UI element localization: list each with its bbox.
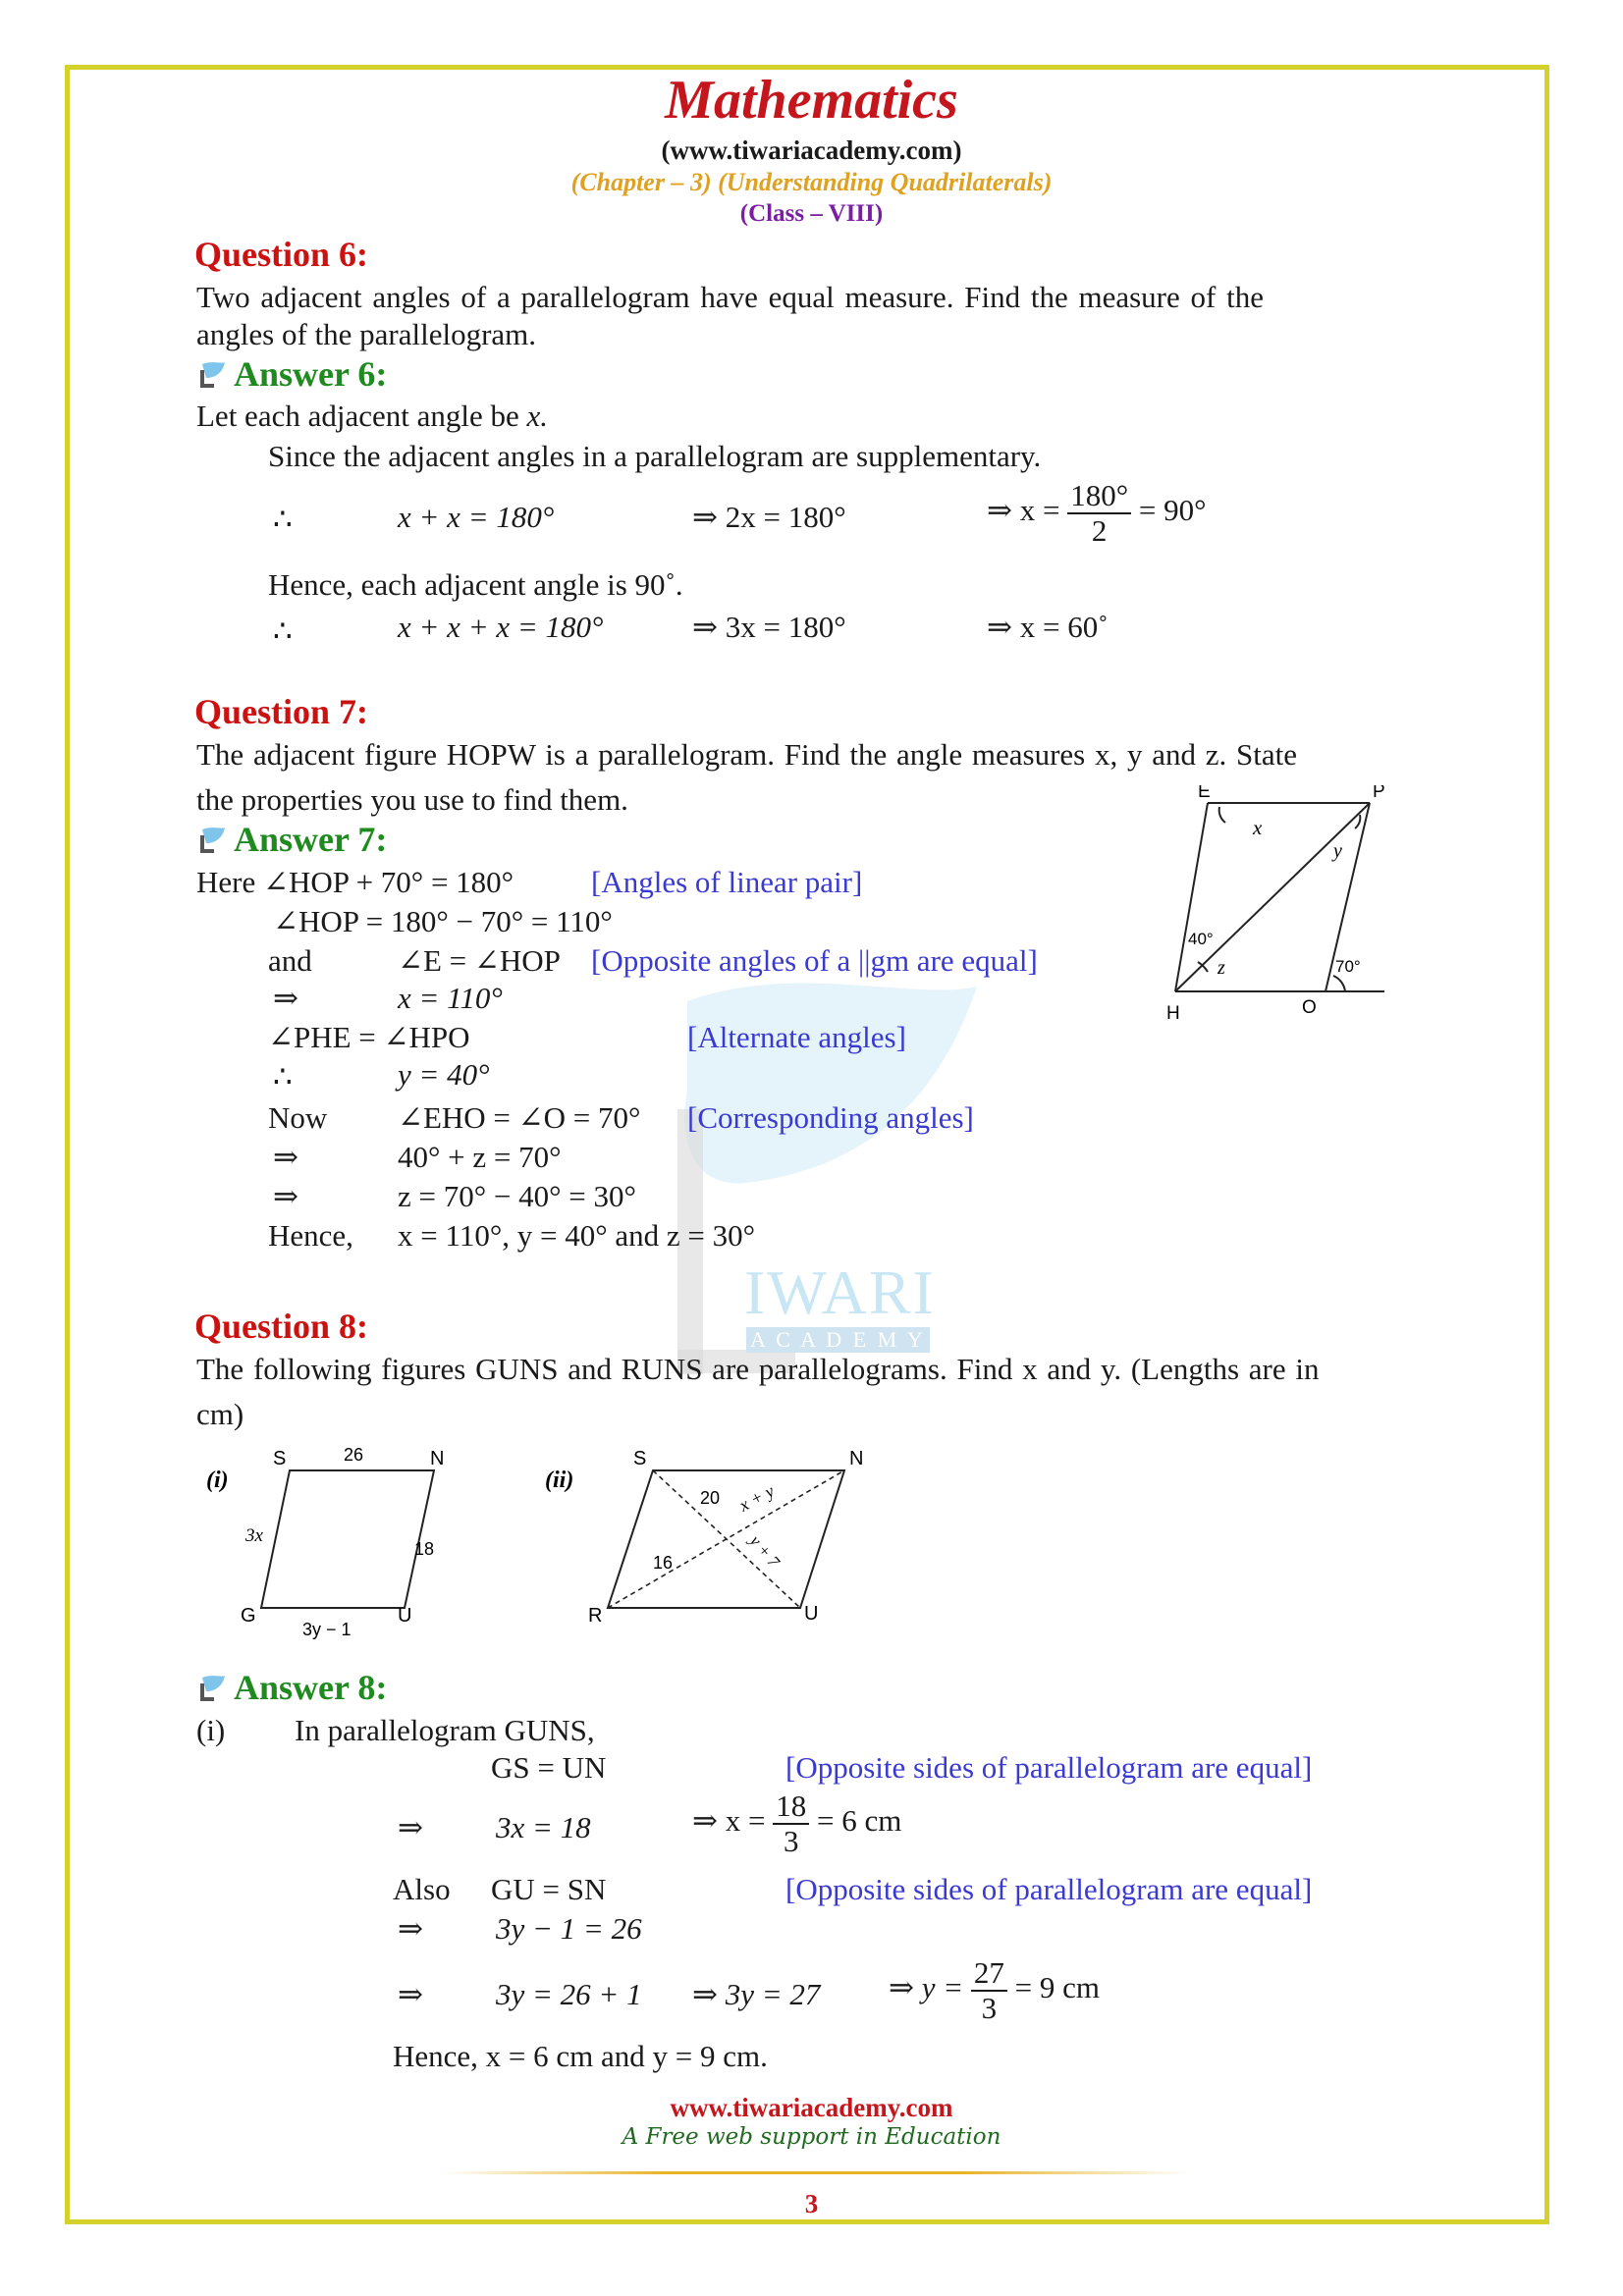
fig-angle-70: 70° — [1335, 957, 1361, 976]
fraction-numerator: 180° — [1067, 479, 1131, 514]
footer-website: www.tiwariacademy.com — [670, 2093, 953, 2122]
answer-7-r1a: Here ∠HOP + 70° = 180° — [196, 865, 514, 899]
answer-7-heading — [196, 819, 387, 860]
fig1-side-bottom: 3y − 1 — [302, 1620, 352, 1639]
answer-8-heading — [196, 1667, 387, 1708]
header-website: (www.tiwariacademy.com) — [661, 135, 962, 165]
fig-angle-40: 40° — [1188, 930, 1214, 948]
answer-8-s3a: ⇒ — [398, 1810, 423, 1844]
parallelogram-hopw-figure — [1159, 785, 1394, 1031]
fraction-denominator: 2 — [1091, 513, 1108, 548]
answer-6-label: Answer 6: — [234, 354, 388, 394]
answer-8-s5b: 3y − 1 = 26 — [496, 1911, 642, 1946]
fig2-label: (ii) — [545, 1468, 574, 1493]
question-8-text-line2: cm) — [196, 1397, 244, 1431]
fig1-side-top: 26 — [344, 1445, 364, 1465]
footer-tagline: A Free web support in Education — [622, 2124, 1001, 2150]
answer-6-eq2-a: x + x + x = 180° — [398, 610, 604, 644]
answer-8-s1a: (i) — [196, 1713, 226, 1747]
tiwari-logo-icon — [196, 1674, 226, 1703]
answer-8-s3c — [692, 1789, 901, 1858]
question-6-text-line1: Two adjacent angles of a parallelogram have equal measure. Find the measure of the — [196, 280, 1264, 314]
fig1-S: S — [273, 1448, 287, 1469]
fig2-U: U — [804, 1603, 819, 1625]
tiwari-logo-icon — [196, 826, 226, 855]
answer-6-eq2-b: ⇒ 3x = 180° — [692, 610, 846, 644]
s3c-pre: ⇒ x = — [692, 1803, 766, 1839]
answer-8-s4c: [Opposite sides of parallelogram are equal] — [785, 1872, 1313, 1906]
fig2-seg-x-plus-y: x + y — [735, 1480, 778, 1516]
answer-7-r7b: ∠EHO = ∠O = 70° — [398, 1100, 641, 1135]
eq1c-pre: ⇒ x = — [987, 493, 1060, 528]
answer-7-r8a: ⇒ — [273, 1140, 298, 1174]
answer-6-eq2-therefore: ∴ — [273, 614, 293, 648]
page-number: 3 — [804, 2189, 819, 2218]
answer-6-line2: Since the adjacent angles in a parallelogram are supplementary. — [268, 439, 1042, 473]
tiwari-logo-icon — [196, 360, 226, 390]
question-7-heading: Question 7: — [194, 692, 369, 731]
question-6-heading: Question 6: — [194, 235, 369, 274]
fraction-denominator: 3 — [783, 1824, 799, 1858]
watermark-subtext: A C A D E M Y — [746, 1327, 930, 1353]
fraction-180-over-2 — [1067, 479, 1131, 548]
answer-8-s6b: 3y = 26 + 1 — [496, 1977, 642, 2011]
answer-6-eq1-b: ⇒ 2x = 180° — [692, 500, 846, 534]
answer-8-s6a: ⇒ — [398, 1977, 423, 2011]
answer-7-r4b: x = 110° — [398, 981, 503, 1015]
answer-7-r7a: Now — [268, 1100, 328, 1135]
fig1-G: G — [241, 1605, 256, 1627]
answer-6-line1-var: x. — [526, 399, 549, 433]
answer-7-r7c: [Corresponding angles] — [687, 1100, 974, 1135]
answer-8-s7: Hence, x = 6 cm and y = 9 cm. — [393, 2039, 768, 2073]
answer-8-s6d — [889, 1956, 1100, 2025]
fig2-seg-20: 20 — [700, 1488, 721, 1508]
fraction-18-over-3 — [773, 1789, 809, 1858]
answer-7-r5a: ∠PHE = ∠HPO — [268, 1020, 470, 1054]
fig1-U: U — [398, 1605, 412, 1627]
answer-8-s2a: GS = UN — [491, 1750, 607, 1785]
fraction-27-over-3 — [971, 1956, 1007, 2025]
fig2-S: S — [633, 1448, 647, 1469]
header-class: (Class – VIII) — [739, 200, 884, 227]
fig2-seg-y-plus-7: y + 7 — [745, 1531, 784, 1572]
header-chapter: (Chapter – 3) (Understanding Quadrilaterals) — [570, 168, 1053, 196]
answer-6-line1 — [196, 398, 548, 435]
eq1c-post: = 90° — [1138, 493, 1207, 528]
fig1-side-left: 3x — [245, 1525, 263, 1546]
question-7-text-line2: the properties you use to find them. — [196, 782, 628, 817]
answer-7-label: Answer 7: — [234, 820, 388, 859]
s6d-pre: ⇒ y = — [889, 1970, 964, 2005]
question-8-heading: Question 8: — [194, 1307, 369, 1346]
answer-7-r9b: z = 70° − 40° = 30° — [398, 1179, 636, 1213]
question-7-text-line1: The adjacent figure HOPW is a parallelogram. Find the angle measures x, y and z. State — [196, 737, 1297, 772]
answer-6-line1-text: Let each adjacent angle be — [196, 399, 527, 433]
answer-6-heading — [196, 353, 387, 395]
fig-label-O: O — [1302, 997, 1317, 1018]
fig1-side-right: 18 — [414, 1539, 435, 1559]
fraction-denominator: 3 — [981, 1991, 998, 2025]
question-6-text-line2: angles of the parallelogram. — [196, 317, 537, 351]
fig-angle-y: y — [1333, 840, 1342, 862]
answer-8-s2b: [Opposite sides of parallelogram are equal] — [785, 1750, 1313, 1785]
answer-7-r6b: y = 40° — [398, 1057, 490, 1092]
answer-7-r1b: [Angles of linear pair] — [591, 865, 863, 899]
question-8-text-line1: The following figures GUNS and RUNS are parallelograms. Find x and y. (Lengths are in — [196, 1352, 1320, 1386]
answer-7-r9a: ⇒ — [273, 1179, 298, 1213]
answer-8-label: Answer 8: — [234, 1668, 388, 1707]
s6d-post: = 9 cm — [1014, 1970, 1101, 2005]
fraction-numerator: 18 — [773, 1789, 809, 1825]
fig2-R: R — [588, 1605, 603, 1627]
fraction-numerator: 27 — [971, 1956, 1007, 1992]
answer-7-r2: ∠HOP = 180° − 70° = 110° — [273, 904, 613, 938]
fig2-N: N — [849, 1448, 864, 1469]
footer-divider — [442, 2171, 1188, 2174]
answer-7-r3c: [Opposite angles of a ||gm are equal] — [591, 943, 1038, 978]
answer-6-eq1-c — [987, 479, 1207, 548]
s3c-post: = 6 cm — [816, 1803, 902, 1839]
fig-angle-z: z — [1217, 957, 1225, 979]
fig-label-E: E — [1198, 785, 1211, 802]
fig2-seg-16: 16 — [653, 1553, 674, 1573]
answer-8-s5a: ⇒ — [398, 1911, 423, 1946]
answer-8-s6c: ⇒ 3y = 27 — [692, 1977, 821, 2011]
fig-angle-x: x — [1253, 816, 1263, 839]
answer-6-eq2-c: ⇒ x = 60˚ — [987, 610, 1109, 644]
answer-6-eq1-therefore: ∴ — [273, 502, 293, 536]
fig-label-H: H — [1166, 1003, 1180, 1024]
answer-7-r4a: ⇒ — [273, 981, 298, 1015]
fig1-label: (i) — [206, 1468, 229, 1493]
parallelogram-guns-figure — [196, 1433, 491, 1649]
answer-8-s4b: GU = SN — [491, 1872, 607, 1906]
fig1-N: N — [430, 1448, 445, 1469]
answer-7-r3a: and — [268, 943, 312, 978]
answer-6-eq1-a: x + x = 180° — [398, 500, 555, 534]
answer-8-s1b: In parallelogram GUNS, — [295, 1713, 595, 1747]
answer-7-r6a: ∴ — [273, 1059, 293, 1094]
watermark-text: IWARI — [744, 1257, 936, 1327]
answer-7-r10a: Hence, — [268, 1218, 353, 1253]
answer-7-r3b: ∠E = ∠HOP — [398, 943, 561, 978]
answer-7-r5b: [Alternate angles] — [687, 1020, 906, 1054]
answer-8-s4a: Also — [393, 1872, 451, 1906]
answer-8-s3b: 3x = 18 — [496, 1810, 591, 1844]
answer-6-line3: Hence, each adjacent angle is 90˚. — [268, 567, 683, 602]
answer-7-r8b: 40° + z = 70° — [398, 1140, 562, 1174]
answer-7-r10b: x = 110°, y = 40° and z = 30° — [398, 1218, 756, 1253]
parallelogram-runs-figure — [535, 1433, 889, 1649]
fig-label-P: P — [1373, 785, 1385, 802]
page-title: Mathematics — [665, 70, 958, 131]
